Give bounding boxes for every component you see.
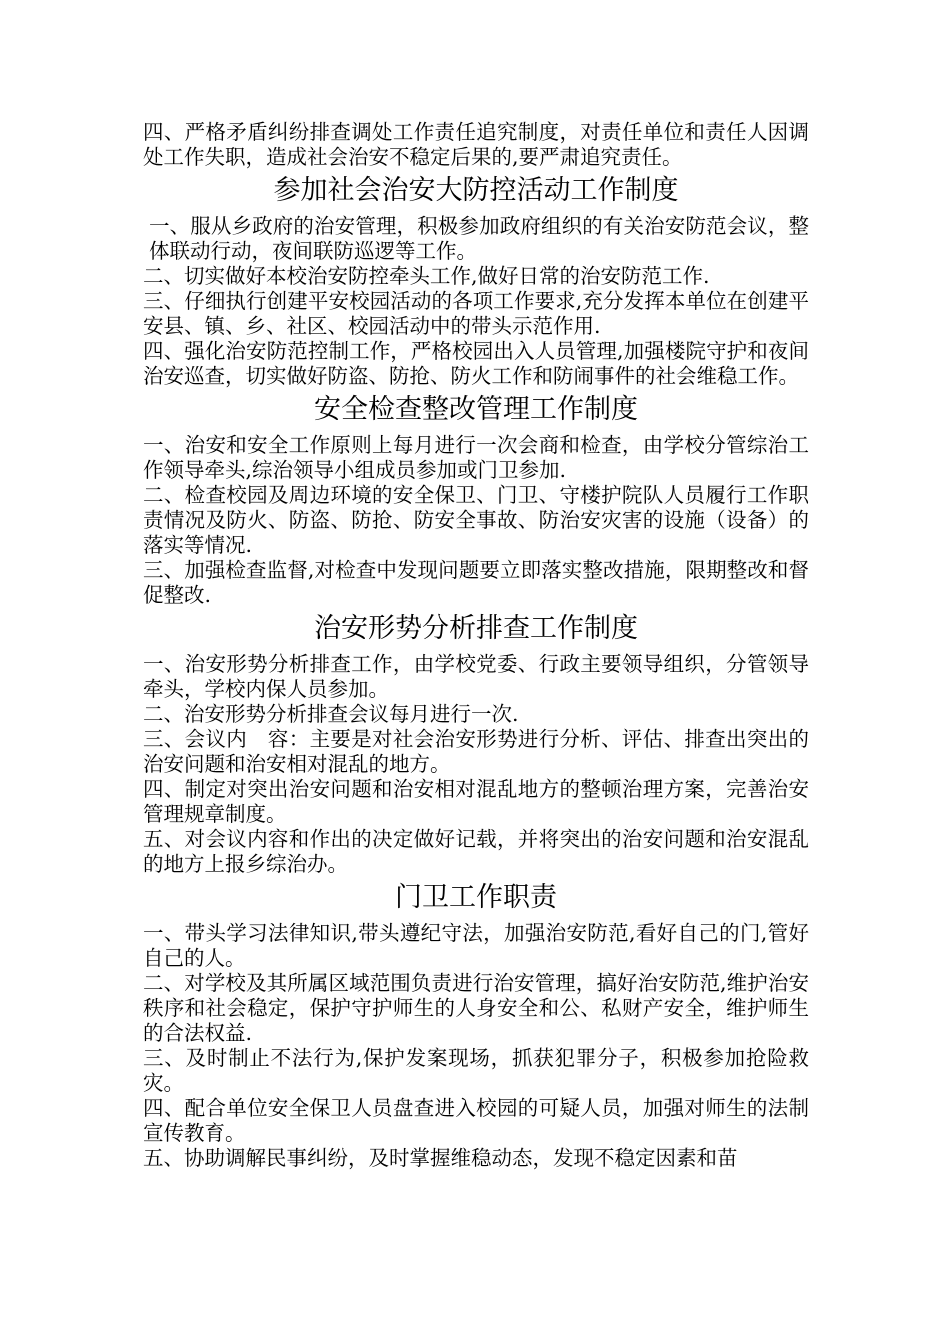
- section-2-paragraph-3: 三、加强检查监督,对检查中发现问题要立即落实整改措施，限期整改和督促整改.: [143, 558, 809, 607]
- section-1-paragraph-4: 四、强化治安防范控制工作，严格校园出入人员管理,加强楼院守护和夜间治安巡查，切实做好防盗、防抢、防火工作和防闹事件的社会维稳工作。: [143, 339, 809, 388]
- section-3-paragraph-3: 三、会议内 容：主要是对社会治安形势进行分析、评估、排查出突出的治安问题和治安相对混乱的地方。: [143, 727, 809, 776]
- section-4-paragraph-3: 三、及时制止不法行为,保护发案现场，抓获犯罪分子，积极参加抢险救灾。: [143, 1046, 809, 1095]
- section-1-paragraph-1: 一、服从乡政府的治安管理，积极参加政府组织的有关治安防范会议，整体联动行动，夜间联防巡逻等工作。: [149, 214, 809, 263]
- section-1-paragraph-2: 二、切实做好本校治安防控牵头工作,做好日常的治安防范工作.: [143, 264, 710, 288]
- section-4-paragraph-1: 一、带头学习法律知识,带头遵纪守法，加强治安防范,看好自己的门,管好自己的人。: [143, 921, 809, 970]
- section-3-paragraph-5: 五、对会议内容和作出的决定做好记载，并将突出的治安问题和治安混乱的地方上报乡综治办。: [143, 827, 809, 876]
- section-4-paragraph-2: 二、对学校及其所属区域范围负责进行治安管理，搞好治安防范,维护治安秩序和社会稳定，保护守护师生的人身安全和公、私财产安全，维护师生的合法权益.: [143, 971, 809, 1045]
- section-4-paragraph-4: 四、配合单位安全保卫人员盘查进入校园的可疑人员，加强对师生的法制宣传教育。: [143, 1096, 809, 1145]
- section-3-paragraph-1: 一、治安形势分析排查工作，由学校党委、行政主要领导组织，分管领导牵头，学校内保人员参加。: [143, 652, 809, 701]
- section-title-3: 治安形势分析排查工作制度: [314, 613, 638, 644]
- section-2-paragraph-2: 二、检查校园及周边环境的安全保卫、门卫、守楼护院队人员履行工作职责情况及防火、防盗、防抢、防安全事故、防治安灾害的设施（设备）的落实等情况.: [143, 483, 809, 557]
- section-2-paragraph-1: 一、治安和安全工作原则上每月进行一次会商和检查，由学校分管综治工作领导牵头,综治领导小组成员参加或门卫参加.: [143, 433, 809, 482]
- intro-paragraph: 四、严格矛盾纠纷排查调处工作责任追究制度，对责任单位和责任人因调处工作失职，造成社会治安不稳定后果的,要严肃追究责任。: [143, 120, 809, 169]
- section-title-4: 门卫工作职责: [395, 882, 557, 913]
- section-3-paragraph-2: 二、治安形势分析排查会议每月进行一次.: [143, 702, 519, 726]
- section-1-paragraph-3: 三、仔细执行创建平安校园活动的各项工作要求,充分发挥本单位在创建平安县、镇、乡、社区、校园活动中的带头示范作用.: [143, 289, 809, 338]
- section-title-1: 参加社会治安大防控活动工作制度: [273, 175, 679, 206]
- section-title-2: 安全检查整改管理工作制度: [314, 394, 638, 425]
- section-3-paragraph-4: 四、制定对突出治安问题和治安相对混乱地方的整顿治理方案，完善治安管理规章制度。: [143, 777, 809, 826]
- section-4-paragraph-5: 五、协助调解民事纠纷，及时掌握维稳动态，发现不稳定因素和苗: [143, 1146, 738, 1170]
- document-page: [143, 120, 809, 1171]
